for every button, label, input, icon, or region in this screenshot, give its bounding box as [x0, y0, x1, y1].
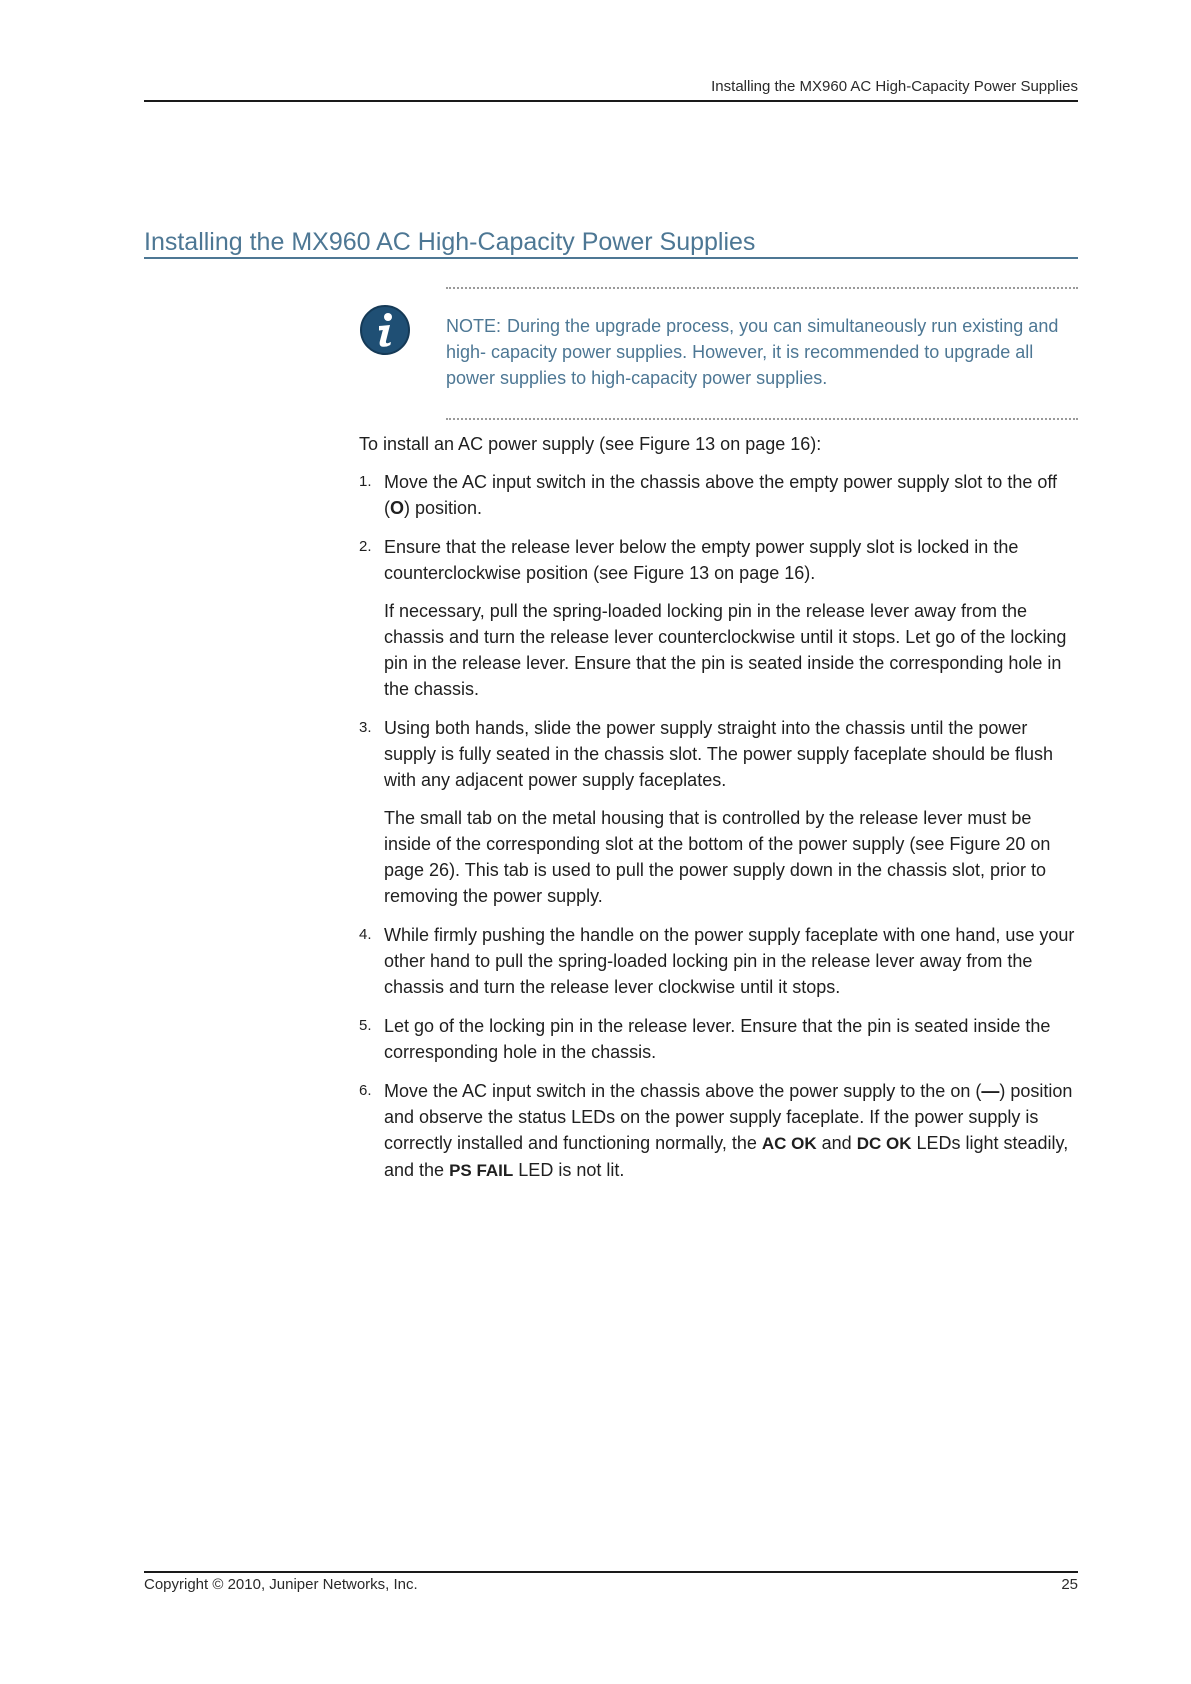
step-6	[359, 1078, 1081, 1184]
step-number: 5.	[359, 1017, 372, 1034]
note-top-divider	[446, 287, 1078, 289]
info-icon-dot	[384, 313, 392, 321]
note-bottom-divider	[446, 418, 1078, 420]
led-ac-ok: AC OK	[761, 1134, 817, 1153]
step-number: 2.	[359, 538, 372, 555]
info-icon	[359, 304, 411, 356]
step-text	[384, 469, 1081, 521]
note	[446, 313, 1080, 391]
step-detail: The small tab on the metal housing that is controlled by the release lever must be inside of the corresponding slot at the bottom of the power supply (see Figure 20 on page 26). This tab is used to pull the power supply down in the chassis slot, prior to removing the power supply.	[384, 808, 1051, 906]
led-dc-ok: DC OK	[856, 1134, 912, 1153]
step-4	[359, 922, 1081, 1000]
led-ps-fail: PS FAIL	[449, 1161, 514, 1180]
step-1	[359, 469, 1081, 521]
step-number: 4.	[359, 926, 372, 943]
step-list	[359, 469, 1081, 1184]
step-text: While firmly pushing the handle on the power supply faceplate with one hand, use your other hand to pull the spring-loaded locking pin in the release lever away from the chassis and turn the release lever clockwise until it stops.	[384, 925, 1075, 997]
step-2	[359, 534, 1081, 702]
note-text: During the upgrade process, you can simultaneously run existing and high- capacity power supplies. However, it is recommended to upgrade all power supplies to high-capacity power supplies.	[446, 316, 1059, 388]
step-text-part: LED is not lit.	[513, 1160, 625, 1180]
note-label: NOTE:	[446, 316, 502, 336]
step-5	[359, 1013, 1081, 1065]
step-3	[359, 715, 1081, 909]
step-text-part: ) position.	[404, 498, 483, 518]
procedure-intro: To install an AC power supply (see Figure 13 on page 16):	[359, 434, 822, 454]
step-text: Ensure that the release lever below the empty power supply slot is locked in the counterclockwise position (see Figure 13 on page 16).	[384, 537, 1019, 583]
on-symbol: —	[981, 1081, 1000, 1101]
section-title: Installing the MX960 AC High-Capacity Power Supplies	[144, 228, 756, 256]
running-header: Installing the MX960 AC High-Capacity Power Supplies	[711, 78, 1078, 95]
page-number: 25	[1061, 1576, 1078, 1593]
procedure	[359, 431, 1081, 1197]
copyright: Copyright © 2010, Juniper Networks, Inc.	[144, 1576, 418, 1593]
step-number: 3.	[359, 719, 372, 736]
step-text-part: ) position and observe the status LEDs on the power supply faceplate. If the power supply is correctly installed and functioning normally, the	[384, 1081, 1073, 1153]
step-text-part: Move the AC input switch in the chassis above the empty power supply slot to the off (	[384, 472, 1058, 518]
footer-rule	[144, 1571, 1078, 1573]
step-text	[384, 1078, 1081, 1184]
step-text-part: LEDs light steadily, and the	[384, 1133, 1069, 1180]
title-rule	[144, 257, 1078, 259]
step-number: 6.	[359, 1082, 372, 1099]
step-text: Let go of the locking pin in the release lever. Ensure that the pin is seated inside the corresponding hole in the chassis.	[384, 1016, 1051, 1062]
step-text-part: Move the AC input switch in the chassis above the power supply to the on (	[384, 1081, 982, 1101]
step-text-part: and	[816, 1133, 857, 1153]
step-detail: If necessary, pull the spring-loaded locking pin in the release lever away from the chassis and turn the release lever counterclockwise until it stops. Let go of the locking pin in the release lever. Ensure that the pin is seated inside the corresponding hole in the chassis.	[384, 601, 1067, 699]
step-text: Using both hands, slide the power supply straight into the chassis until the power supply is fully seated in the chassis slot. The power supply faceplate should be flush with any adjacent power supply faceplates.	[384, 718, 1054, 790]
step-number: 1.	[359, 473, 372, 490]
header-rule	[144, 100, 1078, 102]
off-symbol: O	[390, 498, 405, 518]
